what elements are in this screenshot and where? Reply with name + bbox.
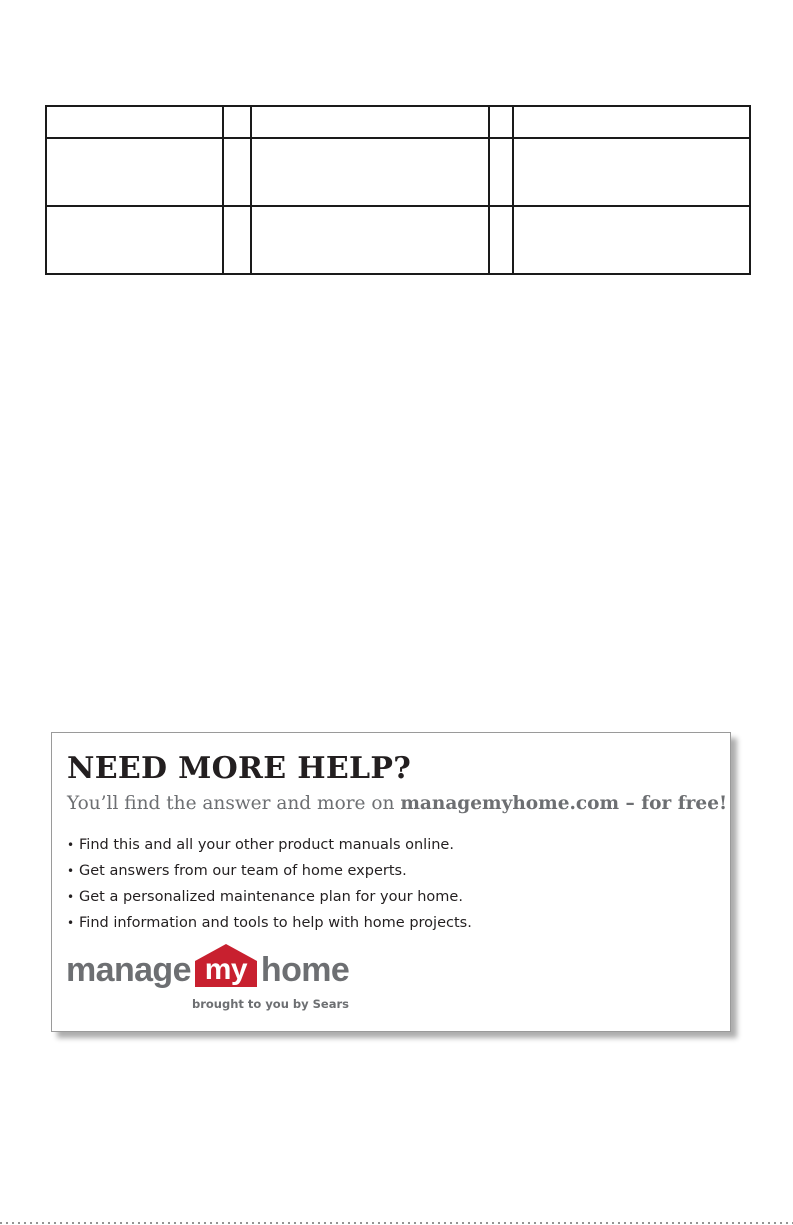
help-subtitle-link[interactable]: managemyhome.com – for free!	[400, 793, 728, 814]
table-cell	[489, 206, 513, 274]
logo-byline: brought to you by Sears	[192, 997, 349, 1011]
list-item-text: Find this and all your other product manuals online.	[79, 837, 454, 853]
list-item	[67, 832, 472, 858]
table-cell	[223, 206, 251, 274]
table-row	[46, 138, 750, 206]
table-row	[46, 106, 750, 138]
table-cell	[46, 106, 223, 138]
list-item	[67, 884, 472, 910]
list-item	[67, 858, 472, 884]
help-subtitle	[67, 791, 727, 817]
record-table	[45, 105, 751, 275]
list-item	[67, 910, 472, 936]
table-cell	[223, 106, 251, 138]
help-subtitle-text: You’ll find the answer and more on	[67, 793, 401, 814]
help-panel	[51, 732, 731, 1032]
table-cell	[251, 138, 489, 206]
table-cell	[489, 106, 513, 138]
house-icon	[194, 943, 258, 987]
logo-word-manage: manage	[66, 951, 191, 989]
bullet-icon: •	[67, 838, 75, 852]
table-cell	[513, 206, 750, 274]
table-cell	[223, 138, 251, 206]
table-cell	[46, 138, 223, 206]
table-cell	[251, 106, 489, 138]
table-row	[46, 206, 750, 274]
list-item-text: Get answers from our team of home experts.	[79, 863, 407, 879]
bullet-icon: •	[67, 890, 75, 904]
list-item-text: Get a personalized maintenance plan for your home.	[79, 889, 463, 905]
logo-word-my: my	[204, 953, 248, 986]
table-cell	[513, 138, 750, 206]
help-bullet-list	[67, 832, 472, 936]
help-title: NEED MORE HELP?	[67, 751, 412, 786]
logo-word-home: home	[260, 951, 350, 989]
bullet-icon: •	[67, 916, 75, 930]
managemyhome-logo[interactable]	[66, 943, 349, 989]
crop-marks	[0, 1221, 793, 1225]
table-cell	[46, 206, 223, 274]
table-cell	[513, 106, 750, 138]
list-item-text: Find information and tools to help with home projects.	[79, 915, 472, 931]
table-cell	[251, 206, 489, 274]
table-cell	[489, 138, 513, 206]
bullet-icon: •	[67, 864, 75, 878]
